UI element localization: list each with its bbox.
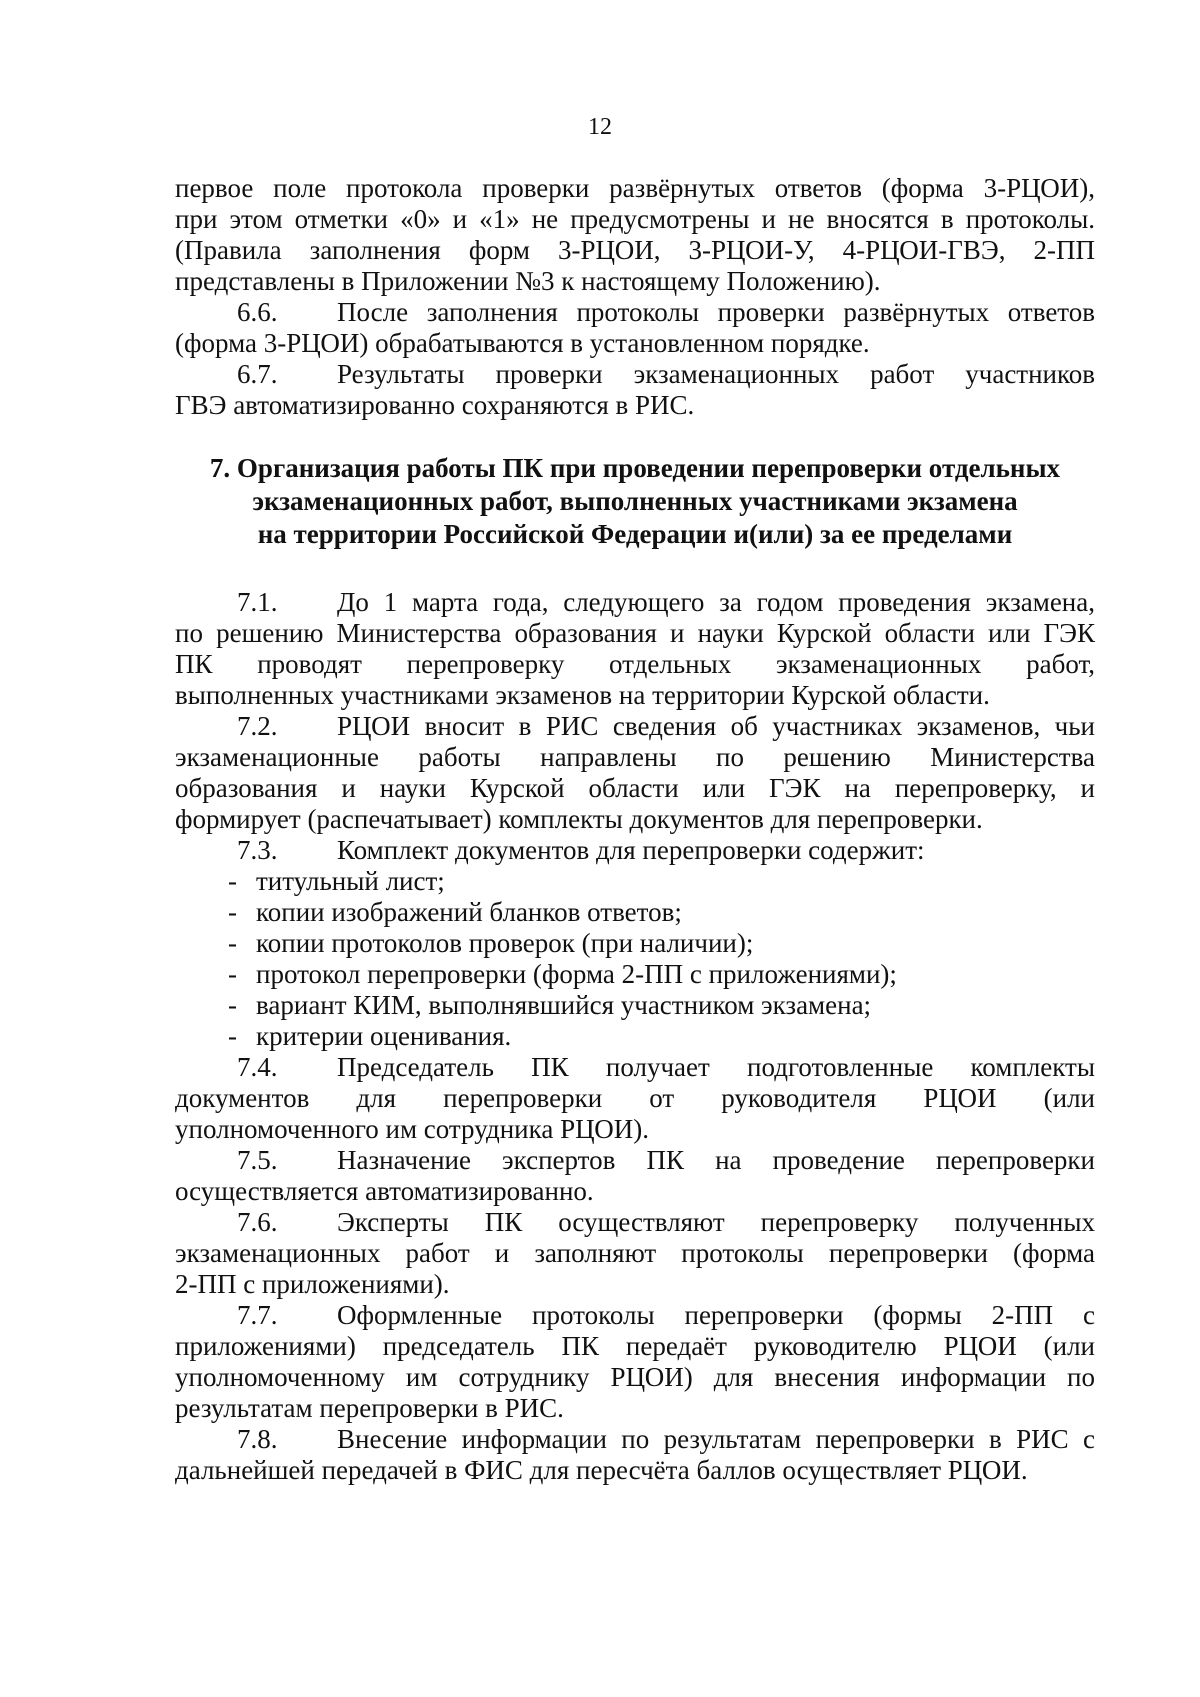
clause-number: 6.6. [237,297,278,327]
clause-number: 7.3. [237,835,278,865]
text-line: уполномоченному им сотруднику РЦОИ) для внесения информации по [175,1362,1095,1392]
text-line: первое поле протокола проверки развёрнутых ответов (форма 3-РЦОИ), [175,173,1095,203]
list-dash: - [228,928,237,958]
paragraph-7-7 [175,1300,1095,1424]
text-line: по решению Министерства образования и науки Курской области или ГЭК [175,618,1095,648]
text-line: экзаменационных работ и заполняют протоколы перепроверки (форма [175,1238,1095,1268]
list-item: - протокол перепроверки (форма 2-ПП с приложениями); [228,959,897,989]
text-line: 6.7. Результаты проверки экзаменационных работ участников [237,359,1095,389]
list-item: - критерии оценивания. [228,1021,512,1051]
clause-number: 7.2. [237,711,278,741]
text-line: 7.5. Назначение экспертов ПК на проведение перепроверки [237,1145,1095,1175]
text-line: 6.6. После заполнения протоколы проверки развёрнутых ответов [237,297,1095,327]
text-line: результатам перепроверки в РИС. [175,1393,564,1423]
text-line: уполномоченного им сотрудника РЦОИ). [175,1114,649,1144]
text-line: ГВЭ автоматизированно сохраняются в РИС. [175,390,695,420]
text-line: 7.8. Внесение информации по результатам перепроверки в РИС с [237,1424,1095,1454]
paragraph-7-8 [175,1424,1095,1486]
list-dash: - [228,990,237,1020]
heading-line: 7. Организация работы ПК при проведении перепроверки отдельных [209,453,1061,483]
list-item: - копии протоколов проверок (при наличии); [228,928,754,958]
list-item: - вариант КИМ, выполнявшийся участником экзамена; [228,990,872,1020]
text-line: 7.4. Председатель ПК получает подготовленные комплекты [237,1052,1095,1082]
clause-number: 6.7. [237,359,278,389]
text-line: 7.3. Комплект документов для перепроверки содержит: [237,835,925,865]
text-line: 2-ПП с приложениями). [175,1269,450,1299]
paragraph-7-4 [175,1052,1095,1145]
clause-number: 7.8. [237,1424,278,1454]
clause-number: 7.5. [237,1145,278,1175]
text-line: представлены в Приложении №3 к настоящему Положению). [175,266,881,296]
text-line: при этом отметки «0» и «1» не предусмотрены и не вносятся в протоколы. [175,204,1095,234]
paragraph-7-6 [175,1207,1095,1300]
section-heading [160,452,1110,551]
text-line: дальнейшей передачей в ФИС для пересчёта баллов осуществляет РЦОИ. [175,1455,1028,1485]
clause-number: 7.7. [237,1300,278,1330]
clause-number: 7.4. [237,1052,278,1082]
list-dash: - [228,897,237,927]
text-line: приложениями) председатель ПК передаёт руководителю РЦОИ (или [175,1331,1095,1361]
list-dash: - [228,1021,237,1051]
text-line: (форма 3-РЦОИ) обрабатываются в установленном порядке. [175,328,870,358]
heading-line: экзаменационных работ, выполненных участниками экзамена [252,486,1018,516]
paragraph-6-7 [175,359,1095,421]
text-line: 7.1. До 1 марта года, следующего за годом проведения экзамена, [237,587,1095,617]
text-line: осуществляется автоматизированно. [175,1176,594,1206]
list-dash: - [228,959,237,989]
text-line: ПК проводят перепроверку отдельных экзаменационных работ, [175,649,1095,679]
text-line: экзаменационные работы направлены по решению Министерства [175,742,1095,772]
list-item: - копии изображений бланков ответов; [228,897,682,927]
document-list [228,866,1088,1052]
intro-paragraph [175,173,1095,297]
text-line: 7.7. Оформленные протоколы перепроверки (формы 2-ПП с [237,1300,1095,1330]
text-line: образования и науки Курской области или ГЭК на перепроверку, и [175,773,1095,803]
text-line: 7.6. Эксперты ПК осуществляют перепроверку полученных [237,1207,1095,1237]
text-line: выполненных участниками экзаменов на территории Курской области. [175,680,990,710]
list-dash: - [228,866,237,896]
text-line: формирует (распечатывает) комплекты документов для перепроверки. [175,804,983,834]
list-item: - титульный лист; [228,866,445,896]
paragraph-7-5 [175,1145,1095,1207]
clause-number: 7.1. [237,587,278,617]
clause-number: 7.6. [237,1207,278,1237]
text-line: 7.2. РЦОИ вносит в РИС сведения об участниках экзаменов, чьи [237,711,1095,741]
paragraph-7-2 [175,711,1095,835]
paragraph-7-1 [175,587,1095,711]
text-line: (Правила заполнения форм 3-РЦОИ, 3-РЦОИ-У, 4-РЦОИ-ГВЭ, 2-ПП [175,235,1095,265]
text-line: документов для перепроверки от руководителя РЦОИ (или [175,1083,1095,1113]
page-number: 12 [588,114,612,140]
heading-line: на территории Российской Федерации и(или) за ее пределами [257,519,1013,549]
paragraph-7-3 [175,835,1095,866]
paragraph-6-6 [175,297,1095,359]
